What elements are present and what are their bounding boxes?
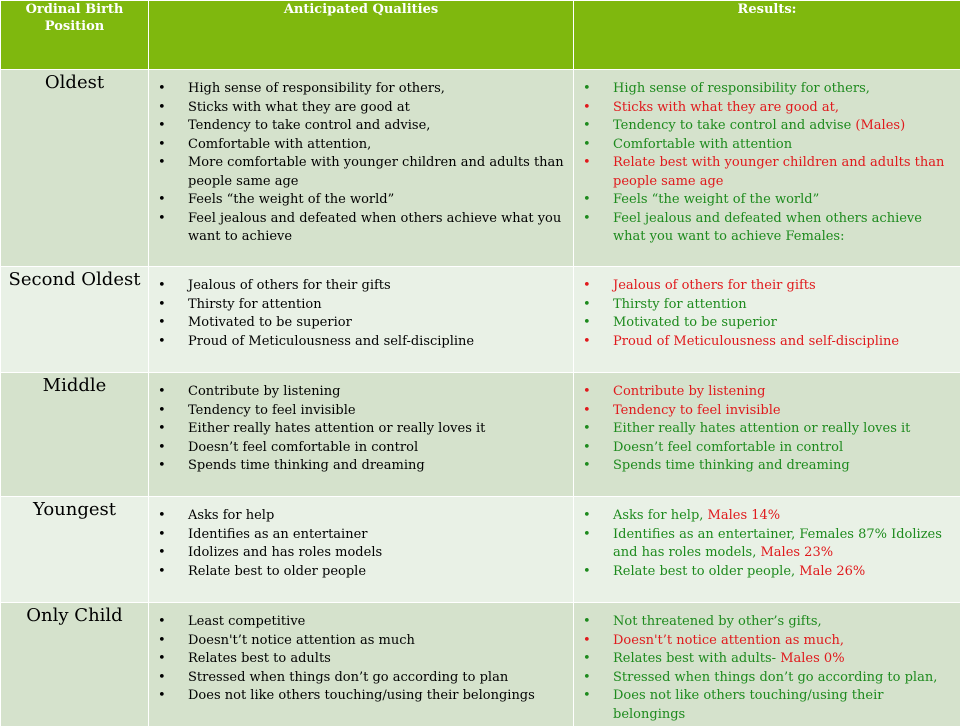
result-text: Motivated to be superior [613,315,777,330]
bullet-icon: • [158,99,166,118]
bullet-icon: • [583,507,591,526]
birth-position-cell: Oldest [1,70,149,267]
anticipated-qualities-cell [149,267,574,373]
birth-position-cell: Youngest [1,497,149,603]
quality-text: More comfortable with younger children and adults than people same age [188,155,564,189]
list-item [582,507,952,526]
bullet-icon: • [583,277,591,296]
table-row [1,267,960,373]
quality-text: Least competitive [188,614,305,629]
table-row [1,70,960,267]
result-text: Proud of Meticulousness and self-discipline [613,334,899,349]
quality-text: Contribute by listening [188,384,340,399]
list-item [157,526,565,545]
result-text: Males 14% [708,508,781,523]
result-text: Feels “the weight of the world” [613,192,819,207]
result-text: Not threatened by other’s gifts, [613,614,822,629]
results-cell [574,267,960,373]
result-text: Males 23% [760,545,833,560]
list-item [582,613,952,632]
bullet-icon: • [158,457,166,476]
bullet-icon: • [583,333,591,352]
bullet-icon: • [158,154,166,173]
list-item [157,277,565,296]
list-item [582,333,952,352]
results-cell [574,70,960,267]
bullet-icon: • [158,383,166,402]
quality-text: Jealous of others for their gifts [188,278,391,293]
result-text: Feel jealous and defeated when others achieve what you want to achieve Females: [613,211,922,245]
bullet-icon: • [583,439,591,458]
header-row [1,1,960,70]
list-item [582,191,952,210]
list-item [157,439,565,458]
bullet-icon: • [158,650,166,669]
bullet-icon: • [583,402,591,421]
results-cell [574,603,960,727]
list-item [582,314,952,333]
bullet-icon: • [583,383,591,402]
list-item [157,402,565,421]
bullet-icon: • [158,314,166,333]
results-cell [574,497,960,603]
list-item [582,563,952,582]
quality-text: Proud of Meticulousness and self-discipline [188,334,474,349]
list-item [157,314,565,333]
anticipated-qualities-cell [149,373,574,497]
quality-text: Relate best to older people [188,564,366,579]
bullet-icon: • [158,277,166,296]
header-qualities: Anticipated Qualities [149,1,574,70]
bullet-icon: • [158,210,166,229]
list-item [582,632,952,651]
bullet-icon: • [583,526,591,545]
result-text: (Males) [855,118,905,133]
quality-text: Identifies as an entertainer [188,527,368,542]
result-text: Sticks with what they are good at, [613,100,839,115]
list-item [157,563,565,582]
result-text: Relates best with adults- [613,651,780,666]
qualities-list [149,497,573,581]
list-item [157,669,565,688]
result-text: Spends time thinking and dreaming [613,458,850,473]
list-item [157,687,565,706]
quality-text: Either really hates attention or really loves it [188,421,485,436]
header-position: Ordinal Birth Position [1,1,149,70]
bullet-icon: • [158,191,166,210]
results-list [574,603,960,724]
result-text: Relate best to older people, [613,564,799,579]
result-text: Male 26% [799,564,865,579]
result-text: Comfortable with attention [613,137,792,152]
bullet-icon: • [583,136,591,155]
result-text: Doesn't’t notice attention as much, [613,633,844,648]
bullet-icon: • [583,420,591,439]
bullet-icon: • [583,687,591,706]
list-item [582,687,952,724]
bullet-icon: • [583,296,591,315]
bullet-icon: • [583,154,591,173]
bullet-icon: • [583,210,591,229]
bullet-icon: • [158,687,166,706]
bullet-icon: • [158,526,166,545]
qualities-list [149,373,573,476]
bullet-icon: • [583,613,591,632]
bullet-icon: • [158,544,166,563]
results-list [574,497,960,581]
result-text: Males 0% [780,651,844,666]
list-item [582,210,952,247]
results-list [574,373,960,476]
list-item [157,136,565,155]
bullet-icon: • [158,507,166,526]
quality-text: Motivated to be superior [188,315,352,330]
list-item [582,154,952,191]
list-item [582,439,952,458]
result-text: High sense of responsibility for others, [613,81,870,96]
list-item [157,632,565,651]
list-item [157,210,565,247]
list-item [157,154,565,191]
list-item [157,191,565,210]
list-item [582,526,952,563]
quality-text: Tendency to take control and advise, [188,118,430,133]
list-item [157,650,565,669]
bullet-icon: • [583,80,591,99]
list-item [582,402,952,421]
list-item [157,507,565,526]
bullet-icon: • [158,669,166,688]
bullet-icon: • [158,613,166,632]
list-item [157,99,565,118]
qualities-list [149,70,573,247]
list-item [582,80,952,99]
bullet-icon: • [583,632,591,651]
list-item [582,296,952,315]
qualities-list [149,267,573,351]
list-item [582,669,952,688]
list-item [157,544,565,563]
anticipated-qualities-cell [149,497,574,603]
bullet-icon: • [583,191,591,210]
quality-text: Tendency to feel invisible [188,403,356,418]
result-text: Contribute by listening [613,384,765,399]
list-item [582,457,952,476]
birth-position-cell: Only Child [1,603,149,727]
list-item [157,420,565,439]
qualities-list [149,603,573,706]
result-text: Does not like others touching/using their belongings [613,688,883,722]
birth-position-cell: Middle [1,373,149,497]
bullet-icon: • [583,99,591,118]
result-text: Jealous of others for their gifts [613,278,816,293]
quality-text: Doesn't’t notice attention as much [188,633,415,648]
bullet-icon: • [158,80,166,99]
result-text: Stressed when things don’t go according to plan, [613,670,937,685]
quality-text: Relates best to adults [188,651,331,666]
quality-text: Idolizes and has roles models [188,545,382,560]
quality-text: Feel jealous and defeated when others achieve what you want to achieve [188,211,561,245]
bullet-icon: • [583,650,591,669]
bullet-icon: • [158,563,166,582]
birth-position-cell: Second Oldest [1,267,149,373]
bullet-icon: • [583,457,591,476]
quality-text: Spends time thinking and dreaming [188,458,425,473]
result-text: Relate best with younger children and adults than people same age [613,155,944,189]
list-item [157,333,565,352]
header-results: Results: [574,1,960,70]
quality-text: Sticks with what they are good at [188,100,410,115]
result-text: Doesn’t feel comfortable in control [613,440,843,455]
bullet-icon: • [158,296,166,315]
results-list [574,267,960,351]
result-text: Tendency to feel invisible [613,403,781,418]
list-item [157,117,565,136]
table-row [1,373,960,497]
list-item [582,136,952,155]
result-text: Tendency to take control and advise [613,118,855,133]
table-body [1,70,960,727]
list-item [157,383,565,402]
quality-text: Thirsty for attention [188,297,322,312]
list-item [157,613,565,632]
list-item [157,457,565,476]
list-item [157,296,565,315]
result-text: Identifies as an entertainer, Females 87% Idolizes and has roles models, [613,527,942,561]
table-row [1,603,960,727]
list-item [582,99,952,118]
result-text: Thirsty for attention [613,297,747,312]
bullet-icon: • [158,333,166,352]
list-item [157,80,565,99]
quality-text: Asks for help [188,508,274,523]
bullet-icon: • [158,632,166,651]
bullet-icon: • [158,439,166,458]
anticipated-qualities-cell [149,70,574,267]
quality-text: Feels “the weight of the world” [188,192,394,207]
anticipated-qualities-cell [149,603,574,727]
result-text: Asks for help, [613,508,708,523]
quality-text: Does not like others touching/using their belongings [188,688,535,703]
list-item [582,383,952,402]
result-text: Either really hates attention or really loves it [613,421,910,436]
list-item [582,277,952,296]
bullet-icon: • [583,563,591,582]
list-item [582,117,952,136]
results-cell [574,373,960,497]
quality-text: Comfortable with attention, [188,137,371,152]
list-item [582,650,952,669]
bullet-icon: • [583,117,591,136]
quality-text: High sense of responsibility for others, [188,81,445,96]
list-item [582,420,952,439]
bullet-icon: • [583,669,591,688]
table-row [1,497,960,603]
quality-text: Doesn’t feel comfortable in control [188,440,418,455]
bullet-icon: • [158,136,166,155]
quality-text: Stressed when things don’t go according to plan [188,670,508,685]
bullet-icon: • [583,314,591,333]
bullet-icon: • [158,402,166,421]
results-list [574,70,960,247]
bullet-icon: • [158,117,166,136]
bullet-icon: • [158,420,166,439]
